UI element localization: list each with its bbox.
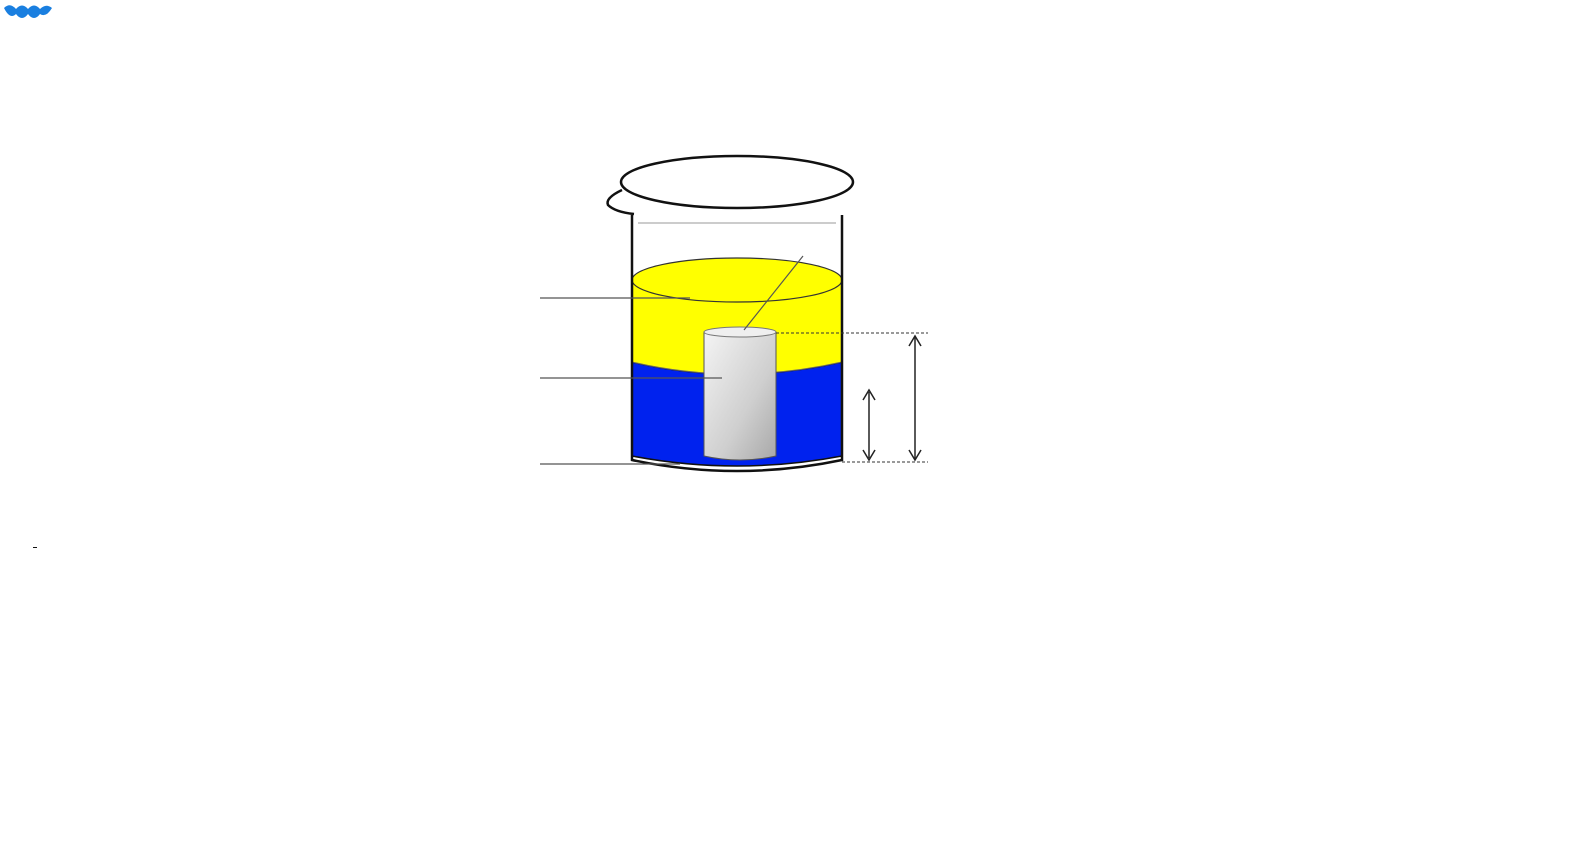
l-dimension-arrow xyxy=(909,336,921,460)
liquid-surface xyxy=(632,258,842,302)
part-a xyxy=(33,527,37,567)
h-dimension-arrow xyxy=(863,390,875,460)
floating-cylinder xyxy=(704,327,776,460)
h-fraction xyxy=(33,547,37,548)
